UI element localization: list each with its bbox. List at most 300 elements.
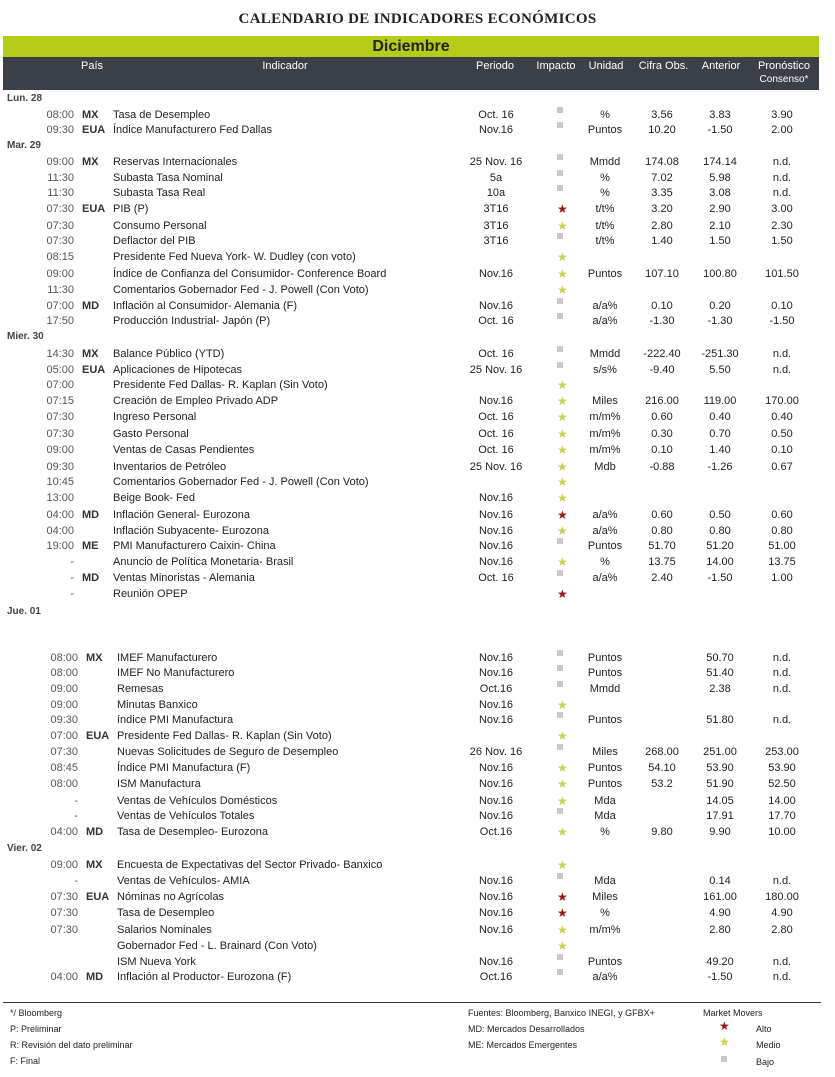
table-row: - Anuncio de Política Monetaria- Brasil Nov.16 % 13.75 14.00 13.75 ★ — [0, 554, 835, 570]
row-indicator: Minutas Banxico — [117, 699, 198, 711]
table-row — [0, 969, 835, 985]
row-period: Oct.16 — [479, 971, 513, 983]
row-time: - — [74, 810, 78, 822]
row-previous: 51.40 — [706, 667, 734, 679]
row-forecast: 51.00 — [768, 540, 796, 552]
row-indicator: Tasa de Desempleo — [117, 907, 215, 919]
table-row: 09:30 Inventarios de Petróleo 25 Nov. 16 Mdb -0.88 -1.26 0.67 ★ — [0, 459, 835, 475]
row-indicator: Comentarios Gobernador Fed - J. Powell (Con Voto) — [113, 476, 369, 488]
row-previous: 100.80 — [703, 268, 737, 280]
row-country: ME — [82, 540, 99, 552]
row-forecast: 2.80 — [771, 924, 793, 936]
row-indicator: índice PMI Manufactura — [117, 714, 234, 726]
row-indicator: Presidente Fed Nueva York- W. Dudley (con voto) — [113, 251, 356, 263]
row-time: 07:00 — [46, 379, 74, 391]
row-previous: 119.00 — [703, 395, 737, 407]
row-unit: t/t% — [595, 203, 615, 215]
row-time: 09:00 — [50, 683, 78, 695]
table-row — [0, 665, 835, 681]
row-value: -1.30 — [649, 315, 675, 327]
row-indicator: Ventas Minoristas - Alemania — [113, 572, 255, 584]
row-period: Nov.16 — [478, 540, 514, 552]
row-unit: Mmdd — [589, 156, 621, 168]
table-row: 08:15 Presidente Fed Nueva York- W. Dudley (con voto) ★ — [0, 249, 835, 265]
row-unit: m/m% — [589, 444, 621, 456]
row-forecast: 1.00 — [771, 572, 793, 584]
row-unit: a/a% — [592, 509, 618, 521]
row-forecast: n.d. — [772, 956, 792, 968]
table-row: 04:00 MD Tasa de Desempleo- Eurozona Oct.16 % 9.80 9.90 10.00 ★ — [0, 824, 835, 840]
row-value: 7.02 — [651, 172, 673, 184]
row-time: - — [74, 795, 78, 807]
table-row: 11:30 Comentarios Gobernador Fed - J. Powell (Con Voto) ★ — [0, 282, 835, 298]
row-value: 54.10 — [648, 762, 676, 774]
row-indicator: Gobernador Fed - L. Brainard (Con Voto) — [117, 940, 317, 952]
table-row: 04:00 MD Inflación General- Eurozona Nov.16 a/a% 0.60 0.50 0.60 ★ — [0, 507, 835, 523]
row-indicator: IMEF No Manufacturero — [117, 667, 235, 679]
row-value: 0.30 — [651, 428, 673, 440]
table-row — [0, 650, 835, 666]
row-forecast: n.d. — [772, 683, 792, 695]
row-previous: 5.98 — [709, 172, 731, 184]
table-row: 07:15 Creación de Empleo Privado ADP Nov.16 Miles 216.00 119.00 170.00 ★ — [0, 393, 835, 409]
table-row: - Reunión OPEP ★ — [0, 586, 835, 602]
row-value: 0.10 — [651, 300, 673, 312]
row-previous: 0.80 — [709, 525, 731, 537]
row-time: 07:15 — [46, 395, 74, 407]
table-row — [0, 712, 835, 728]
row-indicator: Beige Book- Fed — [113, 492, 195, 504]
row-time: 09:30 — [46, 461, 74, 473]
row-unit: Mmdd — [589, 683, 621, 695]
row-forecast: 10.00 — [768, 826, 796, 838]
row-time: - — [70, 572, 74, 584]
row-indicator: Deflactor del PIB — [113, 235, 196, 247]
row-previous: -251.30 — [701, 348, 739, 360]
row-forecast: 180.00 — [765, 891, 799, 903]
row-value: 51.70 — [648, 540, 676, 552]
footer-note: F: Final — [10, 1056, 41, 1066]
row-unit: Puntos — [587, 268, 623, 280]
row-forecast: 52.50 — [768, 778, 796, 790]
row-time: 08:45 — [50, 762, 78, 774]
row-period: 3T16 — [483, 235, 509, 247]
row-indicator: Reservas Internacionales — [113, 156, 238, 168]
row-time: 07:30 — [50, 891, 78, 903]
row-forecast: 0.40 — [771, 411, 793, 423]
table-row: 09:00 Ventas de Casas Pendientes Oct. 16 m/m% 0.10 1.40 0.10 ★ — [0, 442, 835, 458]
row-forecast: 0.50 — [771, 428, 793, 440]
row-indicator: Aplicaciones de Hipotecas — [113, 364, 243, 376]
row-previous: 251.00 — [703, 746, 737, 758]
row-indicator: Inflación General- Eurozona — [113, 509, 250, 521]
row-previous: 2.80 — [709, 924, 731, 936]
row-time: 04:00 — [50, 826, 78, 838]
row-previous: 4.90 — [709, 907, 731, 919]
row-period: Nov.16 — [478, 525, 514, 537]
row-country: EUA — [82, 124, 106, 136]
row-period: Nov.16 — [478, 956, 514, 968]
row-previous: 51.80 — [706, 714, 734, 726]
row-time: 09:30 — [50, 714, 78, 726]
row-forecast: 2.30 — [771, 220, 793, 232]
row-period: Nov.16 — [478, 492, 514, 504]
row-period: Nov.16 — [478, 714, 514, 726]
row-forecast: 3.00 — [771, 203, 793, 215]
star-medium-icon: ★ — [719, 1035, 730, 1049]
row-indicator: Ventas de Vehículos Totales — [117, 810, 255, 822]
row-unit: % — [600, 826, 610, 838]
row-unit: m/m% — [589, 411, 621, 423]
row-previous: 53.90 — [706, 762, 734, 774]
table-row — [0, 346, 835, 362]
row-time: 05:00 — [46, 364, 74, 376]
row-indicator: Salarios Nominales — [117, 924, 212, 936]
row-indicator: PMI Manufacturero Caixin- China — [113, 540, 276, 552]
row-previous: 51.20 — [706, 540, 734, 552]
row-time: 17:50 — [46, 315, 74, 327]
table-row — [0, 808, 835, 824]
row-period: Nov.16 — [478, 795, 514, 807]
row-unit: Miles — [592, 746, 618, 758]
row-indicator: Presidente Fed Dallas- R. Kaplan (Sin Voto) — [117, 730, 332, 742]
row-unit: Puntos — [587, 778, 623, 790]
row-value: -222.40 — [643, 348, 681, 360]
table-row — [0, 681, 835, 697]
row-time: - — [70, 556, 74, 568]
row-indicator: Índice de Confianza del Consumidor- Conference Board — [113, 268, 387, 280]
row-indicator: Tasa de Desempleo — [113, 109, 211, 121]
row-period: Nov.16 — [478, 891, 514, 903]
row-unit: Mdb — [594, 461, 616, 473]
row-value: 0.60 — [651, 509, 673, 521]
row-unit: Puntos — [587, 714, 623, 726]
table-row — [0, 107, 835, 123]
row-time: 08:00 — [50, 667, 78, 679]
row-indicator: ISM Nueva York — [117, 956, 196, 968]
header-impacto: Impacto — [536, 60, 576, 72]
table-row — [0, 570, 835, 586]
row-country: MX — [82, 109, 99, 121]
row-value: 9.80 — [651, 826, 673, 838]
row-indicator: Subasta Tasa Real — [113, 187, 206, 199]
row-period: Nov.16 — [478, 395, 514, 407]
row-indicator: Índice PMI Manufactura (F) — [117, 762, 251, 774]
row-value: 0.60 — [651, 411, 673, 423]
row-time: 08:15 — [46, 251, 74, 263]
row-period: Nov.16 — [478, 667, 514, 679]
star-high-icon: ★ — [719, 1019, 730, 1033]
row-time: 07:30 — [50, 746, 78, 758]
table-row: 07:30 Ingreso Personal Oct. 16 m/m% 0.60 0.40 0.40 ★ — [0, 409, 835, 425]
row-unit: Mmdd — [589, 348, 621, 360]
row-unit: a/a% — [592, 300, 618, 312]
row-value: 13.75 — [648, 556, 676, 568]
row-indicator: Nóminas no Agrícolas — [117, 891, 224, 903]
row-time: 07:00 — [50, 730, 78, 742]
row-period: Nov.16 — [478, 300, 514, 312]
row-time: 07:30 — [50, 907, 78, 919]
row-country: MD — [86, 826, 104, 838]
row-period: Oct. 16 — [478, 411, 514, 423]
row-previous: 0.20 — [709, 300, 731, 312]
row-period: Oct.16 — [479, 826, 513, 838]
table-row — [0, 313, 835, 329]
row-previous: 50.70 — [706, 652, 734, 664]
table-row: 07:00 EUA Presidente Fed Dallas- R. Kaplan (Sin Voto) ★ — [0, 728, 835, 744]
table-row: 08:00 ISM Manufactura Nov.16 Puntos 53.2 51.90 52.50 ★ — [0, 776, 835, 792]
row-previous: 174.14 — [703, 156, 737, 168]
section-label: Jue. 01 — [7, 606, 41, 617]
footer-divider — [3, 1002, 821, 1003]
row-unit: m/m% — [589, 924, 621, 936]
row-previous: 0.70 — [709, 428, 731, 440]
row-unit: a/a% — [592, 525, 618, 537]
row-previous: -1.26 — [707, 461, 733, 473]
row-period: 3T16 — [483, 220, 509, 232]
row-period: Nov.16 — [478, 762, 514, 774]
row-value: 268.00 — [645, 746, 679, 758]
row-time: 09:00 — [50, 699, 78, 711]
row-indicator: Producción Industrial- Japón (P) — [113, 315, 271, 327]
row-period: Oct. 16 — [478, 315, 514, 327]
row-forecast: 53.90 — [768, 762, 796, 774]
row-forecast: 253.00 — [765, 746, 799, 758]
row-forecast: 17.70 — [768, 810, 796, 822]
row-forecast: 2.00 — [771, 124, 793, 136]
row-period: Nov.16 — [478, 556, 514, 568]
row-period: Oct. 16 — [478, 572, 514, 584]
row-period: 25 Nov. 16 — [469, 461, 523, 473]
footer-movers: Market Movers — [703, 1008, 763, 1018]
table-header — [3, 57, 819, 90]
row-forecast: n.d. — [772, 971, 792, 983]
row-previous: 2.10 — [709, 220, 731, 232]
row-indicator: Índice Manufacturero Fed Dallas — [113, 124, 272, 136]
footer-note: P: Preliminar — [10, 1024, 62, 1034]
table-row: 07:30 Gasto Personal Oct. 16 m/m% 0.30 0.70 0.50 ★ — [0, 426, 835, 442]
table-row — [0, 122, 835, 138]
table-row: 09:00 Índice de Confianza del Consumidor- Conference Board Nov.16 Puntos 107.10 100.80 101.50 ★ — [0, 266, 835, 282]
row-forecast: 3.90 — [771, 109, 793, 121]
row-previous: 9.90 — [709, 826, 731, 838]
row-time: 04:00 — [50, 971, 78, 983]
row-forecast: n.d. — [772, 348, 792, 360]
footer-sources: Fuentes: Bloomberg, Banxico INEGI, y GFBX+ — [468, 1008, 655, 1018]
row-time: 08:00 — [46, 109, 74, 121]
row-period: Oct.16 — [479, 683, 513, 695]
table-row — [0, 185, 835, 201]
section-label: Mar. 29 — [7, 140, 41, 151]
row-previous: 5.50 — [709, 364, 731, 376]
row-indicator: Presidente Fed Dallas- R. Kaplan (Sin Voto) — [113, 379, 328, 391]
row-time: 09:30 — [46, 124, 74, 136]
row-indicator: Reunión OPEP — [113, 588, 188, 600]
table-row — [0, 744, 835, 760]
row-period: Nov.16 — [478, 924, 514, 936]
row-forecast: n.d. — [772, 187, 792, 199]
row-forecast: -1.50 — [769, 315, 795, 327]
row-time: 19:00 — [46, 540, 74, 552]
row-value: 2.40 — [651, 572, 673, 584]
row-forecast: 101.50 — [765, 268, 799, 280]
row-unit: % — [600, 556, 610, 568]
section-label: Lun. 28 — [7, 93, 43, 104]
row-previous: 14.05 — [706, 795, 734, 807]
table-row: 04:00 Inflación Subyacente- Eurozona Nov.16 a/a% 0.80 0.80 0.80 ★ — [0, 523, 835, 539]
row-indicator: ISM Manufactura — [117, 778, 201, 790]
row-period: Nov.16 — [478, 699, 514, 711]
row-forecast: 0.60 — [771, 509, 793, 521]
row-country: EUA — [82, 203, 106, 215]
row-indicator: Creación de Empleo Privado ADP — [113, 395, 279, 407]
row-unit: Mda — [594, 810, 616, 822]
row-previous: 17.91 — [706, 810, 734, 822]
row-unit: Puntos — [587, 124, 623, 136]
row-period: Nov.16 — [478, 810, 514, 822]
row-value: 107.10 — [645, 268, 679, 280]
row-forecast: n.d. — [772, 875, 792, 887]
row-value: -9.40 — [649, 364, 675, 376]
footer-me: ME: Mercados Emergentes — [468, 1040, 578, 1050]
month-bar: Diciembre — [3, 36, 819, 57]
row-period: Nov.16 — [478, 778, 514, 790]
header-pronostico: Pronóstico — [758, 60, 810, 72]
table-row — [0, 362, 835, 378]
row-unit: a/a% — [592, 971, 618, 983]
row-forecast: 0.10 — [771, 444, 793, 456]
row-value: -0.88 — [649, 461, 675, 473]
row-unit: Miles — [592, 395, 618, 407]
row-previous: 49.20 — [706, 956, 734, 968]
header-periodo: Periodo — [476, 60, 514, 72]
table-row — [0, 298, 835, 314]
page-title: CALENDARIO DE INDICADORES ECONÓMICOS — [238, 11, 597, 27]
row-period: 26 Nov. 16 — [469, 746, 523, 758]
row-value: 1.40 — [651, 235, 673, 247]
row-forecast: 13.75 — [768, 556, 796, 568]
row-country: EUA — [86, 730, 110, 742]
row-previous: 2.38 — [709, 683, 731, 695]
row-country: EUA — [86, 891, 110, 903]
row-time: 09:00 — [46, 268, 74, 280]
row-unit: t/t% — [595, 235, 615, 247]
row-time: 11:30 — [47, 172, 74, 184]
row-value: 3.20 — [651, 203, 673, 215]
row-forecast: 1.50 — [771, 235, 793, 247]
row-time: 07:30 — [46, 203, 74, 215]
section-label: Mier. 30 — [7, 331, 44, 342]
row-unit: % — [600, 172, 610, 184]
row-forecast: 0.80 — [771, 525, 793, 537]
row-previous: 0.40 — [709, 411, 731, 423]
table-row: 09:00 MX Encuesta de Expectativas del Sector Privado- Banxico ★ — [0, 857, 835, 873]
row-value: 10.20 — [648, 124, 676, 136]
row-indicator: Inflación al Consumidor- Alemania (F) — [113, 300, 298, 312]
table-row: 13:00 Beige Book- Fed Nov.16 ★ — [0, 490, 835, 506]
row-forecast: 170.00 — [765, 395, 799, 407]
row-time: - — [70, 588, 74, 600]
table-row: 08:45 Índice PMI Manufactura (F) Nov.16 Puntos 54.10 53.90 53.90 ★ — [0, 760, 835, 776]
row-indicator: IMEF Manufacturero — [117, 652, 218, 664]
row-unit: Puntos — [587, 540, 623, 552]
row-indicator: Subasta Tasa Nominal — [113, 172, 223, 184]
row-previous: 14.00 — [706, 556, 734, 568]
row-indicator: Remesas — [117, 683, 164, 695]
row-period: Nov.16 — [478, 907, 514, 919]
row-previous: -1.30 — [707, 315, 733, 327]
row-forecast: n.d. — [772, 156, 792, 168]
row-previous: -1.50 — [707, 971, 733, 983]
row-indicator: Encuesta de Expectativas del Sector Privado- Banxico — [117, 859, 383, 871]
row-unit: Puntos — [587, 956, 623, 968]
row-time: 10:45 — [46, 476, 74, 488]
row-forecast: n.d. — [772, 172, 792, 184]
row-previous: 51.90 — [706, 778, 734, 790]
header-unidad: Unidad — [588, 60, 624, 72]
row-country: EUA — [82, 364, 106, 376]
row-value: 174.08 — [645, 156, 679, 168]
row-country: MX — [86, 652, 103, 664]
table-row — [0, 154, 835, 170]
row-time: 11:30 — [47, 187, 74, 199]
footer-bajo: Bajo — [756, 1057, 775, 1067]
row-period: Oct. 16 — [478, 444, 514, 456]
row-unit: Puntos — [587, 667, 623, 679]
row-period: 25 Nov. 16 — [469, 156, 523, 168]
row-unit: Mda — [594, 875, 616, 887]
row-previous: 0.14 — [709, 875, 731, 887]
row-time: 08:00 — [50, 652, 78, 664]
row-forecast: n.d. — [772, 667, 792, 679]
row-indicator: Ventas de Casas Pendientes — [113, 444, 255, 456]
row-period: 25 Nov. 16 — [469, 364, 523, 376]
row-indicator: Consumo Personal — [113, 220, 207, 232]
table-row: 07:30 Salarios Nominales Nov.16 m/m% 2.80 2.80 ★ — [0, 922, 835, 938]
square-low-icon — [721, 1053, 727, 1063]
row-time: 07:30 — [46, 235, 74, 247]
row-value: 2.80 — [651, 220, 673, 232]
row-indicator: Anuncio de Política Monetaria- Brasil — [113, 556, 294, 568]
row-period: Nov.16 — [478, 268, 514, 280]
row-unit: Puntos — [587, 762, 623, 774]
row-time: 04:00 — [46, 525, 74, 537]
row-unit: Mda — [594, 795, 616, 807]
table-row: 09:00 Minutas Banxico Nov.16 ★ — [0, 697, 835, 713]
row-period: Nov.16 — [478, 652, 514, 664]
row-indicator: Tasa de Desempleo- Eurozona — [117, 826, 269, 838]
row-period: Oct. 16 — [478, 348, 514, 360]
row-previous: 3.83 — [709, 109, 731, 121]
row-forecast: n.d. — [772, 714, 792, 726]
table-row: 10:45 Comentarios Gobernador Fed - J. Powell (Con Voto) ★ — [0, 474, 835, 490]
row-country: MX — [82, 348, 99, 360]
row-period: Nov.16 — [478, 509, 514, 521]
row-previous: 2.90 — [709, 203, 731, 215]
row-indicator: Comentarios Gobernador Fed - J. Powell (Con Voto) — [113, 284, 369, 296]
row-forecast: 14.00 — [768, 795, 796, 807]
row-time: 13:00 — [46, 492, 74, 504]
row-previous: 161.00 — [703, 891, 737, 903]
header-indicador: Indicador — [262, 60, 308, 72]
row-previous: 1.50 — [709, 235, 731, 247]
table-row: 07:00 Presidente Fed Dallas- R. Kaplan (Sin Voto) ★ — [0, 377, 835, 393]
table-row: 07:30 Tasa de Desempleo Nov.16 % 4.90 4.90 ★ — [0, 905, 835, 921]
row-indicator: Gasto Personal — [113, 428, 189, 440]
row-value: 3.56 — [651, 109, 673, 121]
row-previous: -1.50 — [707, 124, 733, 136]
header-pais: País — [81, 60, 104, 72]
